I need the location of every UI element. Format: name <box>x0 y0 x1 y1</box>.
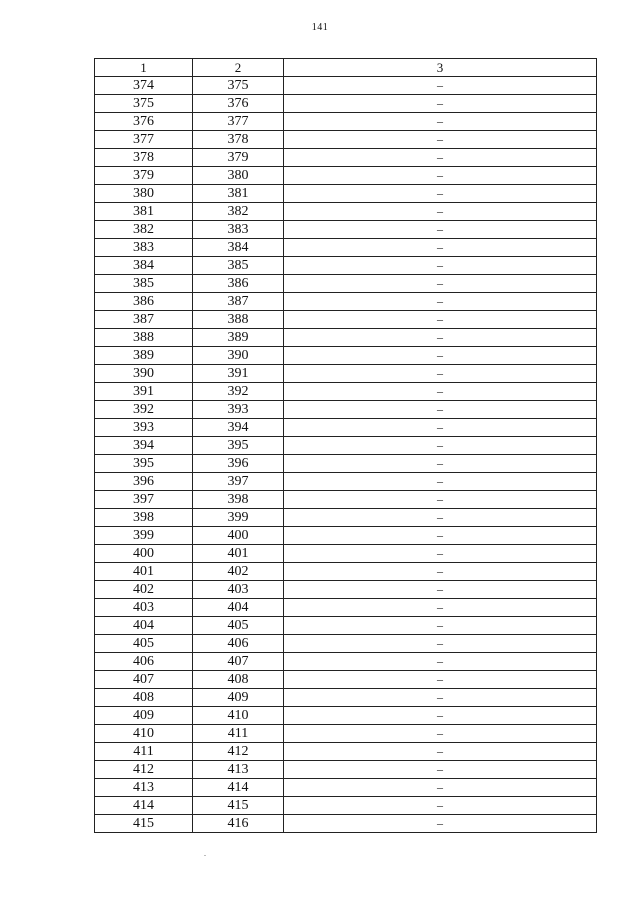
table-cell-col-1: 379 <box>95 167 193 185</box>
dash-mark: – <box>437 420 443 434</box>
table-cell-col-3 <box>284 257 597 275</box>
table-cell-col-2: 405 <box>193 617 284 635</box>
dash-mark: – <box>437 402 443 416</box>
table-cell-col-2: 391 <box>193 365 284 383</box>
table-row <box>95 185 597 203</box>
data-table <box>94 58 597 833</box>
dash-mark: – <box>437 726 443 740</box>
dash-mark: – <box>437 708 443 722</box>
table-cell-col-1: 380 <box>95 185 193 203</box>
table-row <box>95 239 597 257</box>
table-row <box>95 329 597 347</box>
table-cell-col-1: 412 <box>95 761 193 779</box>
table-cell-col-3 <box>284 599 597 617</box>
dash-mark: – <box>437 240 443 254</box>
table-cell-col-2: 377 <box>193 113 284 131</box>
table-cell-col-3 <box>284 617 597 635</box>
table-cell-col-2: 376 <box>193 95 284 113</box>
table-row <box>95 815 597 833</box>
table-cell-col-3 <box>284 473 597 491</box>
table-cell-col-2: 393 <box>193 401 284 419</box>
table-cell-col-2: 414 <box>193 779 284 797</box>
dash-mark: – <box>437 654 443 668</box>
table-cell-col-1: 388 <box>95 329 193 347</box>
table-row <box>95 545 597 563</box>
table-cell-col-1: 384 <box>95 257 193 275</box>
dash-mark: – <box>437 690 443 704</box>
table-cell-col-2: 412 <box>193 743 284 761</box>
table-cell-col-3 <box>284 581 597 599</box>
table-cell-col-1: 397 <box>95 491 193 509</box>
table-cell-col-2: 375 <box>193 77 284 95</box>
dash-mark: – <box>437 510 443 524</box>
table-cell-col-2: 415 <box>193 797 284 815</box>
table-cell-col-2: 416 <box>193 815 284 833</box>
table-cell-col-1: 407 <box>95 671 193 689</box>
table-cell-col-3 <box>284 779 597 797</box>
table-cell-col-3 <box>284 527 597 545</box>
table-row <box>95 761 597 779</box>
table-cell-col-3 <box>284 167 597 185</box>
scan-speck <box>204 855 206 856</box>
table-row <box>95 131 597 149</box>
dash-mark: – <box>437 762 443 776</box>
table-cell-col-1: 391 <box>95 383 193 401</box>
page-number: 141 <box>311 22 329 33</box>
dash-mark: – <box>437 276 443 290</box>
table-cell-col-2: 401 <box>193 545 284 563</box>
table-cell-col-2: 386 <box>193 275 284 293</box>
table-cell-col-1: 408 <box>95 689 193 707</box>
dash-mark: – <box>437 222 443 236</box>
dash-mark: – <box>437 384 443 398</box>
dash-mark: – <box>437 546 443 560</box>
table-cell-col-3 <box>284 401 597 419</box>
table-cell-col-2: 397 <box>193 473 284 491</box>
table-row <box>95 419 597 437</box>
table-cell-col-1: 414 <box>95 797 193 815</box>
table-cell-col-3 <box>284 815 597 833</box>
table-cell-col-1: 374 <box>95 77 193 95</box>
table-cell-col-3 <box>284 437 597 455</box>
table-row <box>95 527 597 545</box>
table-row <box>95 311 597 329</box>
table-cell-col-2: 392 <box>193 383 284 401</box>
table-row <box>95 581 597 599</box>
dash-mark: – <box>437 204 443 218</box>
table-cell-col-2: 413 <box>193 761 284 779</box>
table-cell-col-3 <box>284 761 597 779</box>
table-cell-col-1: 387 <box>95 311 193 329</box>
table-row <box>95 671 597 689</box>
table-cell-col-2: 381 <box>193 185 284 203</box>
table-cell-col-3 <box>284 671 597 689</box>
table-cell-col-2: 409 <box>193 689 284 707</box>
table-cell-col-1: 399 <box>95 527 193 545</box>
dash-mark: – <box>437 600 443 614</box>
table-cell-col-2: 383 <box>193 221 284 239</box>
table-row <box>95 797 597 815</box>
table-cell-col-2: 382 <box>193 203 284 221</box>
table-cell-col-3 <box>284 77 597 95</box>
dash-mark: – <box>437 672 443 686</box>
table-cell-col-1: 406 <box>95 653 193 671</box>
table-cell-col-2: 400 <box>193 527 284 545</box>
table-row <box>95 77 597 95</box>
table-cell-col-2: 378 <box>193 131 284 149</box>
table-cell-col-3 <box>284 725 597 743</box>
table-cell-col-3 <box>284 185 597 203</box>
table-cell-col-3 <box>284 275 597 293</box>
dash-mark: – <box>437 294 443 308</box>
table-cell-col-1: 403 <box>95 599 193 617</box>
dash-mark: – <box>437 780 443 794</box>
table-row <box>95 257 597 275</box>
table-row <box>95 275 597 293</box>
dash-mark: – <box>437 96 443 110</box>
table-cell-col-1: 375 <box>95 95 193 113</box>
dash-mark: – <box>437 312 443 326</box>
dash-mark: – <box>437 474 443 488</box>
table-row <box>95 473 597 491</box>
dash-mark: – <box>437 582 443 596</box>
table-cell-col-1: 385 <box>95 275 193 293</box>
dash-mark: – <box>437 618 443 632</box>
table-row <box>95 113 597 131</box>
table-row <box>95 149 597 167</box>
table-cell-col-1: 415 <box>95 815 193 833</box>
table-cell-col-2: 402 <box>193 563 284 581</box>
dash-mark: – <box>437 78 443 92</box>
table-row <box>95 779 597 797</box>
table-header <box>95 59 597 77</box>
table-cell-col-3 <box>284 743 597 761</box>
table-row <box>95 689 597 707</box>
table-cell-col-3 <box>284 311 597 329</box>
table-cell-col-3 <box>284 113 597 131</box>
table-cell-col-2: 408 <box>193 671 284 689</box>
dash-mark: – <box>437 132 443 146</box>
table-cell-col-1: 393 <box>95 419 193 437</box>
table-cell-col-3 <box>284 203 597 221</box>
table-cell-col-2: 389 <box>193 329 284 347</box>
table-cell-col-3 <box>284 707 597 725</box>
dash-mark: – <box>437 330 443 344</box>
table-cell-col-1: 394 <box>95 437 193 455</box>
table-cell-col-3 <box>284 293 597 311</box>
table-row <box>95 437 597 455</box>
table-cell-col-1: 382 <box>95 221 193 239</box>
table-cell-col-1: 386 <box>95 293 193 311</box>
table-cell-col-3 <box>284 491 597 509</box>
table-cell-col-2: 404 <box>193 599 284 617</box>
dash-mark: – <box>437 114 443 128</box>
table-cell-col-2: 387 <box>193 293 284 311</box>
table-cell-col-3 <box>284 419 597 437</box>
table-cell-col-2: 410 <box>193 707 284 725</box>
table-row <box>95 725 597 743</box>
table-cell-col-2: 388 <box>193 311 284 329</box>
table-cell-col-3 <box>284 455 597 473</box>
table-cell-col-3 <box>284 131 597 149</box>
table-cell-col-2: 384 <box>193 239 284 257</box>
dash-mark: – <box>437 150 443 164</box>
table-row <box>95 617 597 635</box>
table-cell-col-3 <box>284 221 597 239</box>
table-cell-col-1: 383 <box>95 239 193 257</box>
table-cell-col-2: 403 <box>193 581 284 599</box>
table-cell-col-2: 380 <box>193 167 284 185</box>
table-cell-col-1: 410 <box>95 725 193 743</box>
table-cell-col-1: 401 <box>95 563 193 581</box>
dash-mark: – <box>437 456 443 470</box>
dash-mark: – <box>437 744 443 758</box>
table-row <box>95 95 597 113</box>
table-cell-col-3 <box>284 95 597 113</box>
table-row <box>95 563 597 581</box>
table-cell-col-3 <box>284 347 597 365</box>
table-cell-col-1: 378 <box>95 149 193 167</box>
table-cell-col-3 <box>284 635 597 653</box>
table-cell-col-3 <box>284 563 597 581</box>
dash-mark: – <box>437 186 443 200</box>
table-cell-col-3 <box>284 149 597 167</box>
table-row <box>95 383 597 401</box>
table-row <box>95 401 597 419</box>
table-cell-col-1: 405 <box>95 635 193 653</box>
table-cell-col-3 <box>284 545 597 563</box>
table-cell-col-1: 396 <box>95 473 193 491</box>
table-row <box>95 653 597 671</box>
table-cell-col-1: 377 <box>95 131 193 149</box>
table-cell-col-1: 404 <box>95 617 193 635</box>
table-body <box>95 77 597 833</box>
dash-mark: – <box>437 816 443 830</box>
table-row <box>95 221 597 239</box>
table-cell-col-1: 381 <box>95 203 193 221</box>
table-row <box>95 509 597 527</box>
table-row <box>95 365 597 383</box>
table-cell-col-3 <box>284 329 597 347</box>
dash-mark: – <box>437 528 443 542</box>
table-cell-col-1: 376 <box>95 113 193 131</box>
table-cell-col-2: 390 <box>193 347 284 365</box>
table-cell-col-1: 402 <box>95 581 193 599</box>
table-cell-col-2: 396 <box>193 455 284 473</box>
table-cell-col-2: 379 <box>193 149 284 167</box>
dash-mark: – <box>437 636 443 650</box>
table-row <box>95 203 597 221</box>
table-row <box>95 167 597 185</box>
table-cell-col-3 <box>284 239 597 257</box>
table-cell-col-1: 409 <box>95 707 193 725</box>
table-row <box>95 599 597 617</box>
table-row <box>95 293 597 311</box>
dash-mark: – <box>437 798 443 812</box>
table-cell-col-3 <box>284 689 597 707</box>
table-cell-col-1: 389 <box>95 347 193 365</box>
header-row <box>95 59 597 77</box>
dash-mark: – <box>437 492 443 506</box>
table-row <box>95 743 597 761</box>
table-cell-col-1: 398 <box>95 509 193 527</box>
table-cell-col-3 <box>284 653 597 671</box>
table-cell-col-3 <box>284 383 597 401</box>
table-cell-col-3 <box>284 797 597 815</box>
dash-mark: – <box>437 564 443 578</box>
dash-mark: – <box>437 168 443 182</box>
table-cell-col-1: 400 <box>95 545 193 563</box>
dash-mark: – <box>437 438 443 452</box>
table-row <box>95 707 597 725</box>
table-cell-col-1: 411 <box>95 743 193 761</box>
table-row <box>95 347 597 365</box>
dash-mark: – <box>437 348 443 362</box>
table-row <box>95 455 597 473</box>
table-cell-col-1: 413 <box>95 779 193 797</box>
table-cell-col-2: 406 <box>193 635 284 653</box>
table-row <box>95 491 597 509</box>
table-cell-col-1: 392 <box>95 401 193 419</box>
table-cell-col-2: 399 <box>193 509 284 527</box>
column-header-2: 2 <box>193 59 284 77</box>
table-cell-col-2: 385 <box>193 257 284 275</box>
table-cell-col-2: 411 <box>193 725 284 743</box>
dash-mark: – <box>437 366 443 380</box>
column-header-1: 1 <box>95 59 193 77</box>
table-cell-col-2: 394 <box>193 419 284 437</box>
table-cell-col-2: 395 <box>193 437 284 455</box>
table-cell-col-1: 390 <box>95 365 193 383</box>
dash-mark: – <box>437 258 443 272</box>
table-row <box>95 635 597 653</box>
table-cell-col-2: 398 <box>193 491 284 509</box>
column-header-3: 3 <box>284 59 597 77</box>
table-cell-col-3 <box>284 365 597 383</box>
table-cell-col-1: 395 <box>95 455 193 473</box>
table-cell-col-3 <box>284 509 597 527</box>
table-cell-col-2: 407 <box>193 653 284 671</box>
